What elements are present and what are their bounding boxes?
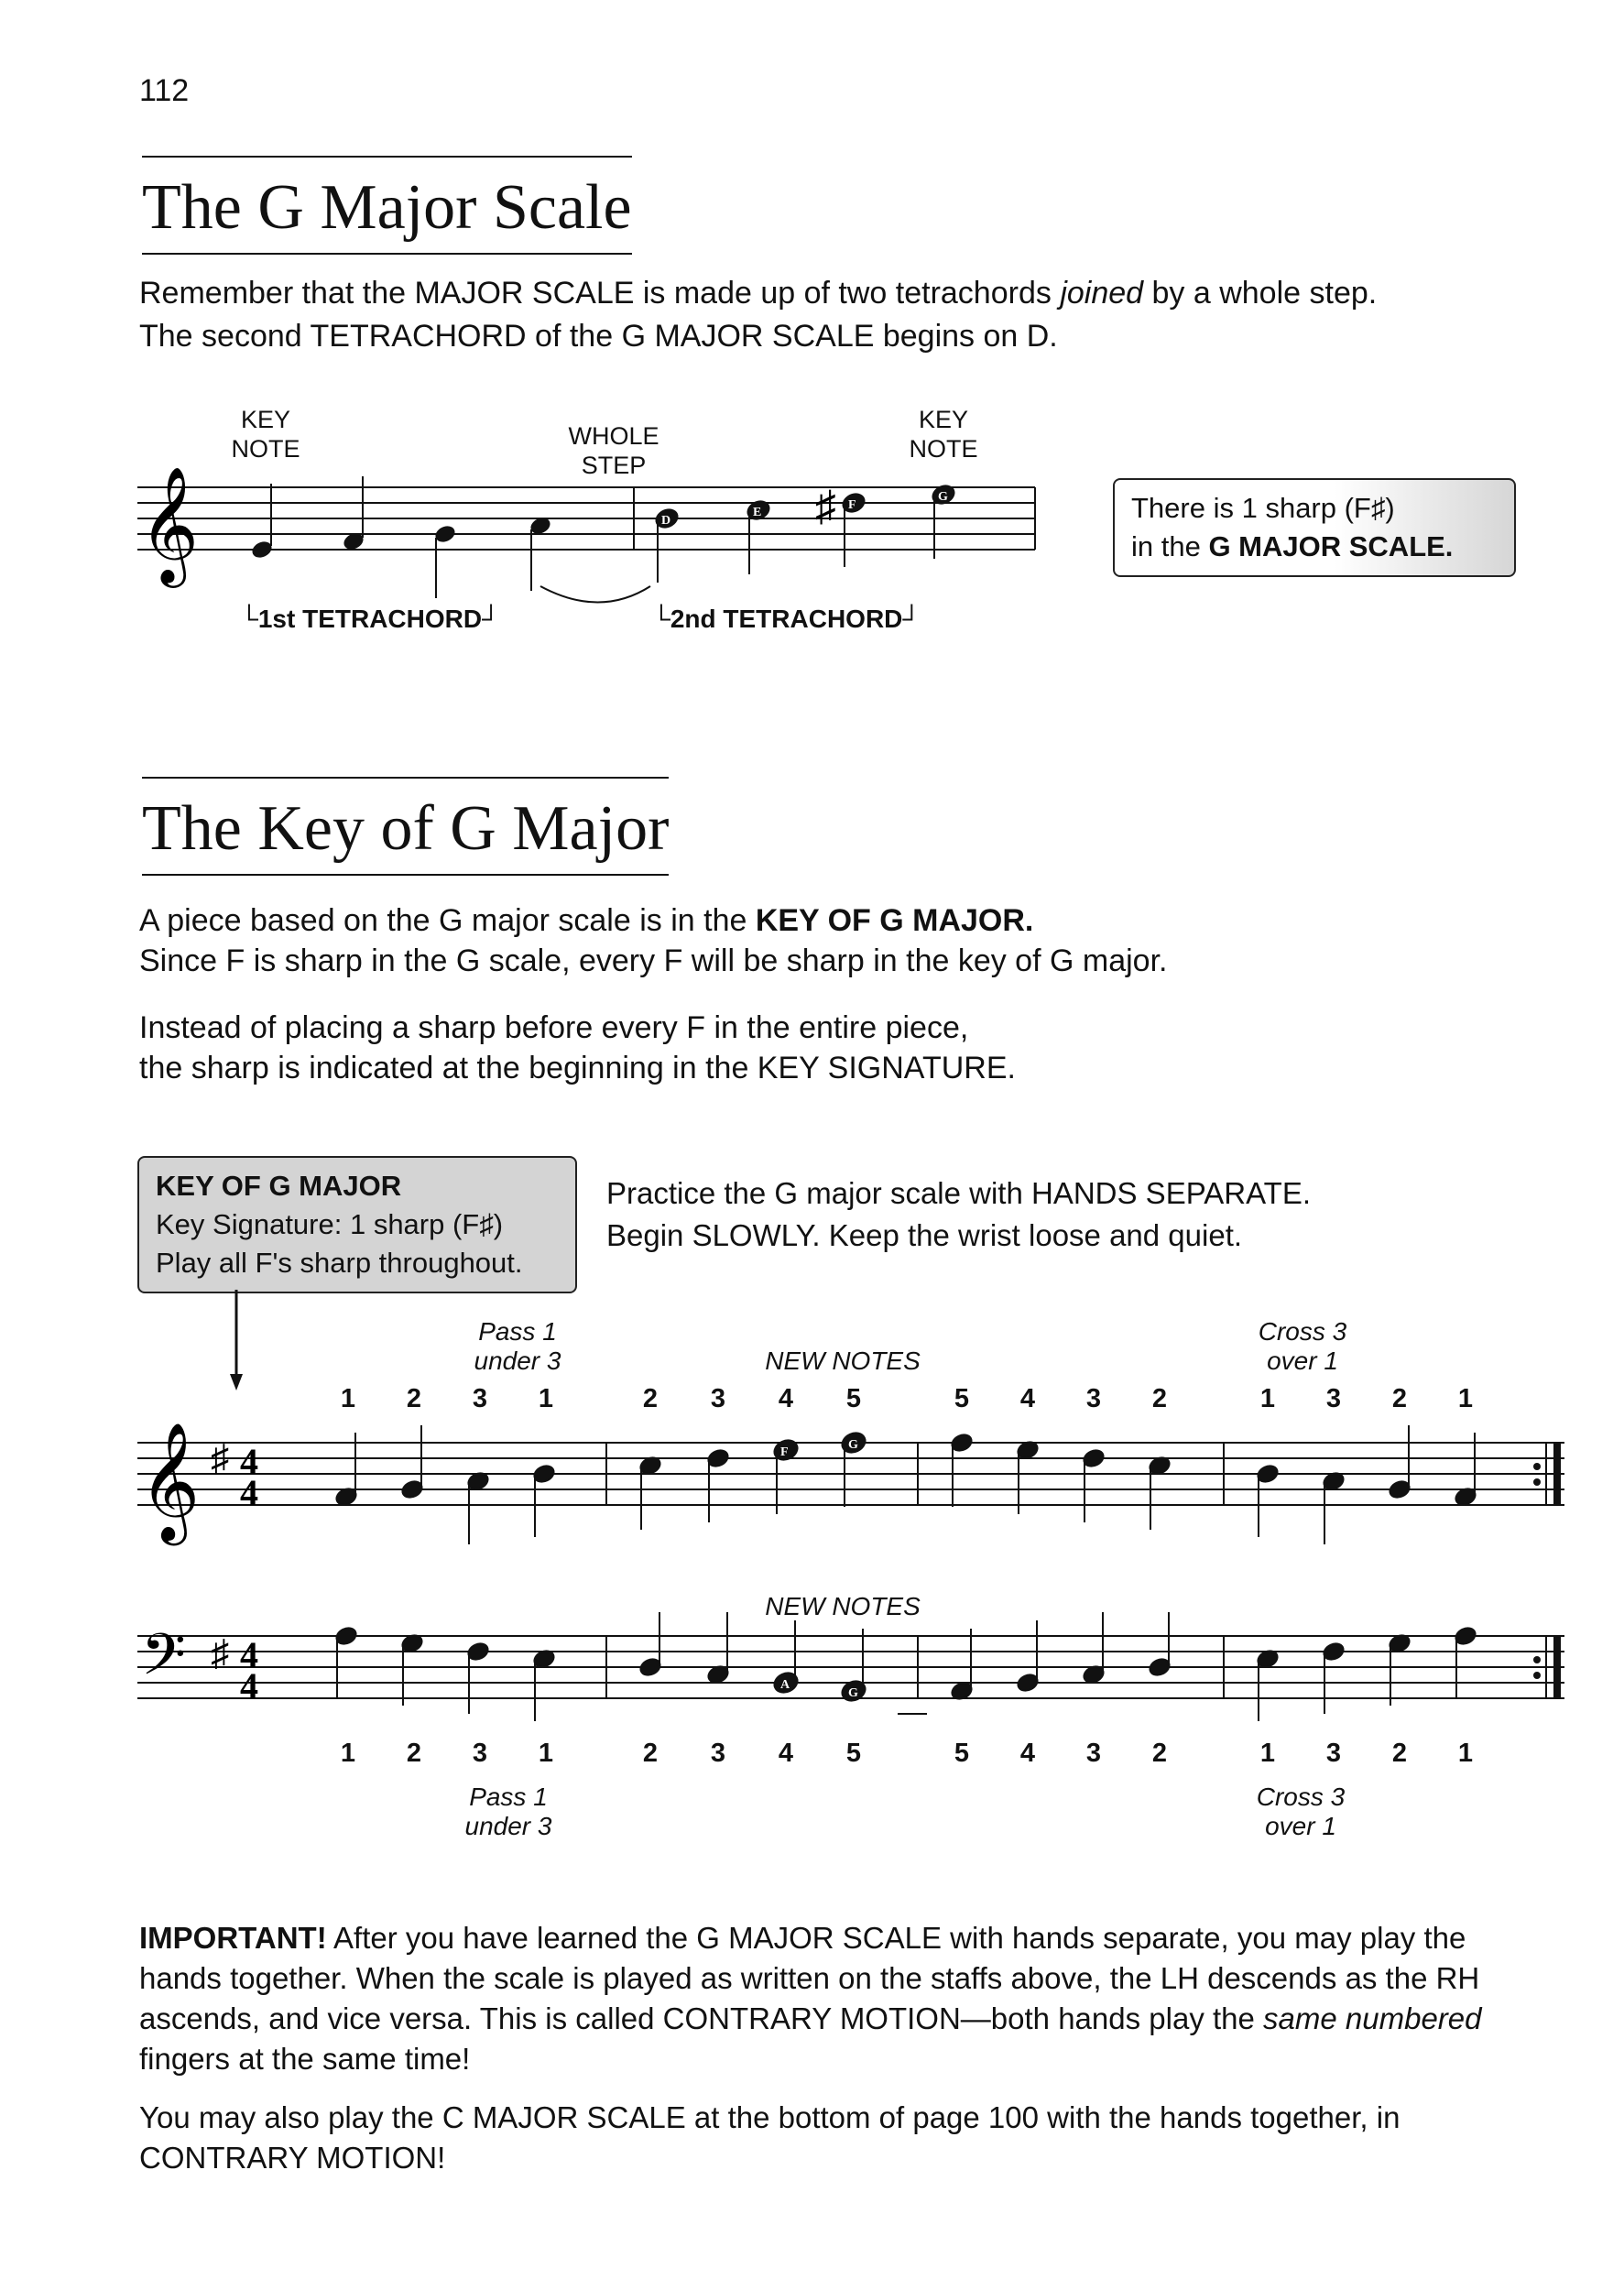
svg-text:G: G <box>848 1438 858 1452</box>
section-title-g-major-scale: The G Major Scale <box>142 156 632 255</box>
repeat-dot <box>1533 1478 1541 1486</box>
repeat-dot <box>1533 1463 1541 1470</box>
svg-text:4: 4 <box>240 1441 258 1482</box>
scale-staff <box>137 449 1053 614</box>
tetrachord-2-notes <box>652 481 958 583</box>
svg-text:F: F <box>780 1445 789 1459</box>
svg-text:A: A <box>780 1678 790 1692</box>
tetrachord-2-label: └2nd TETRACHORD┘ <box>652 605 921 633</box>
fingering: 2 <box>642 1384 659 1413</box>
svg-text:G: G <box>848 1686 858 1700</box>
bass-cross-label: Cross 3 over 1 <box>1256 1783 1346 1840</box>
treble-new-notes: NEW NOTES <box>765 1347 921 1375</box>
sharp-callout: There is 1 sharp (F♯) in the G MAJOR SCALE. <box>1113 478 1516 577</box>
svg-text:4: 4 <box>240 1634 258 1675</box>
fingering: 5 <box>845 1739 862 1768</box>
whole-step-arc <box>540 586 650 603</box>
fingering: 2 <box>642 1739 659 1768</box>
contrary-motion-paragraph: You may also play the C MAJOR SCALE at the bottom of page 100 with the hands together, in CONTRARY MOTION! <box>139 2100 1401 2175</box>
fingering: 3 <box>1085 1384 1102 1413</box>
sharp-icon: ♯ <box>211 1437 229 1478</box>
fingering: 4 <box>778 1739 794 1768</box>
fingering: 3 <box>710 1384 726 1413</box>
svg-text:G: G <box>938 490 948 504</box>
fingering: 5 <box>954 1739 970 1768</box>
treble-pass-label: Pass 1 under 3 <box>474 1317 561 1375</box>
fingering: 1 <box>340 1739 356 1768</box>
fingering: 5 <box>845 1384 862 1413</box>
bass-new-notes: NEW NOTES <box>765 1592 921 1620</box>
fingering: 3 <box>1085 1739 1102 1768</box>
repeat-dot <box>1533 1656 1541 1663</box>
fingering: 3 <box>472 1384 488 1413</box>
important-paragraph: IMPORTANT! After you have learned the G MAJOR SCALE with hands separate, you may play the hands together. When the scale is played as written on the staffs above, the LH descends as the RH ascends, and vice versa. This is called CONTRARY MOTION—both hands play the same numbered fingers at the same time! <box>139 1921 1482 2076</box>
fingering: 2 <box>1391 1384 1408 1413</box>
fingering: 1 <box>1259 1384 1276 1413</box>
key-paragraph-2: Instead of placing a sharp before every F in the entire piece, the sharp is indicated at the beginning in the KEY SIGNATURE. <box>139 1010 1016 1085</box>
fingering: 4 <box>1019 1739 1036 1768</box>
sharp-icon: ♯ <box>211 1632 229 1674</box>
fingering: 4 <box>778 1384 794 1413</box>
fingering: 3 <box>1325 1384 1342 1413</box>
fingering: 3 <box>472 1739 488 1768</box>
final-barline <box>1553 1443 1561 1505</box>
key-note-label-right: KEY NOTE <box>909 406 978 463</box>
bass-pass-label: Pass 1 under 3 <box>464 1783 552 1840</box>
fingering: 1 <box>1457 1739 1474 1768</box>
fingering: 2 <box>406 1384 422 1413</box>
tetrachord-1-notes <box>250 476 553 598</box>
final-barline <box>1553 1636 1561 1698</box>
fingering: 1 <box>1259 1739 1276 1768</box>
bass-staff <box>137 1612 1566 1759</box>
fingering: 3 <box>1325 1739 1342 1768</box>
key-signature-box: KEY OF G MAJOR Key Signature: 1 sharp (F♯) Play all F's sharp throughout. <box>137 1156 577 1293</box>
fingering: 2 <box>1151 1739 1168 1768</box>
key-paragraph-1: A piece based on the G major scale is in the KEY OF G MAJOR. Since F is sharp in the G scale, every F will be sharp in the key of G major. <box>139 903 1168 978</box>
bass-clef-icon: 𝄢 <box>141 1624 186 1701</box>
sharp-icon: ♯ <box>815 483 836 529</box>
fingering: 5 <box>954 1384 970 1413</box>
fingering: 3 <box>710 1739 726 1768</box>
whole-step-label: WHOLE STEP <box>568 422 659 479</box>
fingering: 2 <box>1151 1384 1168 1413</box>
fingering: 1 <box>1457 1384 1474 1413</box>
page-number: 112 <box>139 73 190 108</box>
svg-text:F: F <box>848 498 856 512</box>
treble-staff <box>137 1401 1566 1557</box>
key-note-label-left: KEY NOTE <box>231 406 300 463</box>
intro-paragraph <box>139 272 1377 358</box>
section-title-key-of-g: The Key of G Major <box>142 777 669 876</box>
svg-text:4: 4 <box>240 1472 258 1513</box>
svg-text:E: E <box>753 506 762 519</box>
fingering: 4 <box>1019 1384 1036 1413</box>
repeat-dot <box>1533 1672 1541 1679</box>
fingering: 1 <box>538 1384 554 1413</box>
svg-text:D: D <box>661 514 671 528</box>
intro-line-2: The second TETRACHORD of the G MAJOR SCALE begins on D. <box>139 319 1058 354</box>
fingering: 1 <box>340 1384 356 1413</box>
intro-line-1: Remember that the MAJOR SCALE is made up of two tetrachords joined by a whole step. <box>139 276 1378 311</box>
arrow-down-icon <box>227 1290 245 1392</box>
fingering: 1 <box>538 1739 554 1768</box>
svg-text:4: 4 <box>240 1665 258 1707</box>
fingering: 2 <box>1391 1739 1408 1768</box>
treble-clef-icon: 𝄞 <box>139 1425 201 1539</box>
practice-instructions: Practice the G major scale with HANDS SEPARATE. Begin SLOWLY. Keep the wrist loose and quiet. <box>606 1176 1312 1252</box>
treble-cross-label: Cross 3 over 1 <box>1258 1317 1347 1375</box>
tetrachord-1-label: └1st TETRACHORD┘ <box>240 605 500 633</box>
treble-clef-icon: 𝄞 <box>139 469 200 581</box>
fingering: 2 <box>406 1739 422 1768</box>
